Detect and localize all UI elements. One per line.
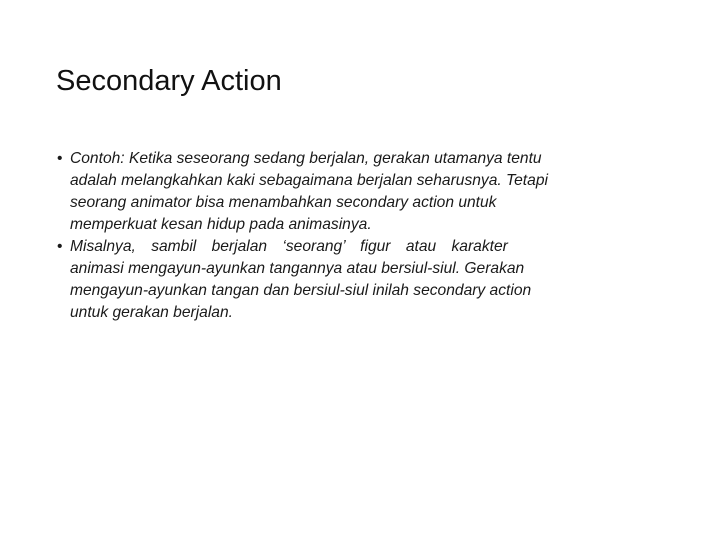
bullet-text-line: Contoh: Ketika seseorang sedang berjalan, gerakan utamanya tentu — [70, 150, 542, 167]
bullet-text-line: animasi mengayun-ayunkan tangannya atau bersiul-siul. Gerakan — [70, 260, 525, 277]
bullet-text-line: memperkuat kesan hidup pada animasinya. — [70, 216, 372, 233]
bullet-text-line: seorang animator bisa menambahkan secondary action untuk — [70, 194, 497, 211]
bullet-text-line: mengayun-ayunkan tangan dan bersiul-siul inilah secondary action — [70, 282, 532, 299]
bullet-list — [56, 148, 676, 324]
bullet-icon: • — [57, 238, 63, 255]
slide-title: Secondary Action — [56, 65, 282, 97]
bullet-text-line: untuk gerakan berjalan. — [70, 304, 233, 321]
bullet-text-line: adalah melangkahkan kaki sebagaimana berjalan seharusnya. Tetapi — [70, 172, 548, 189]
bullet-icon: • — [57, 150, 63, 167]
bullet-item-example — [56, 148, 676, 236]
bullet-item-misalnya — [56, 236, 676, 324]
bullet-text-line: Misalnya, sambil berjalan ‘seorang’ figur atau karakter — [70, 238, 508, 255]
